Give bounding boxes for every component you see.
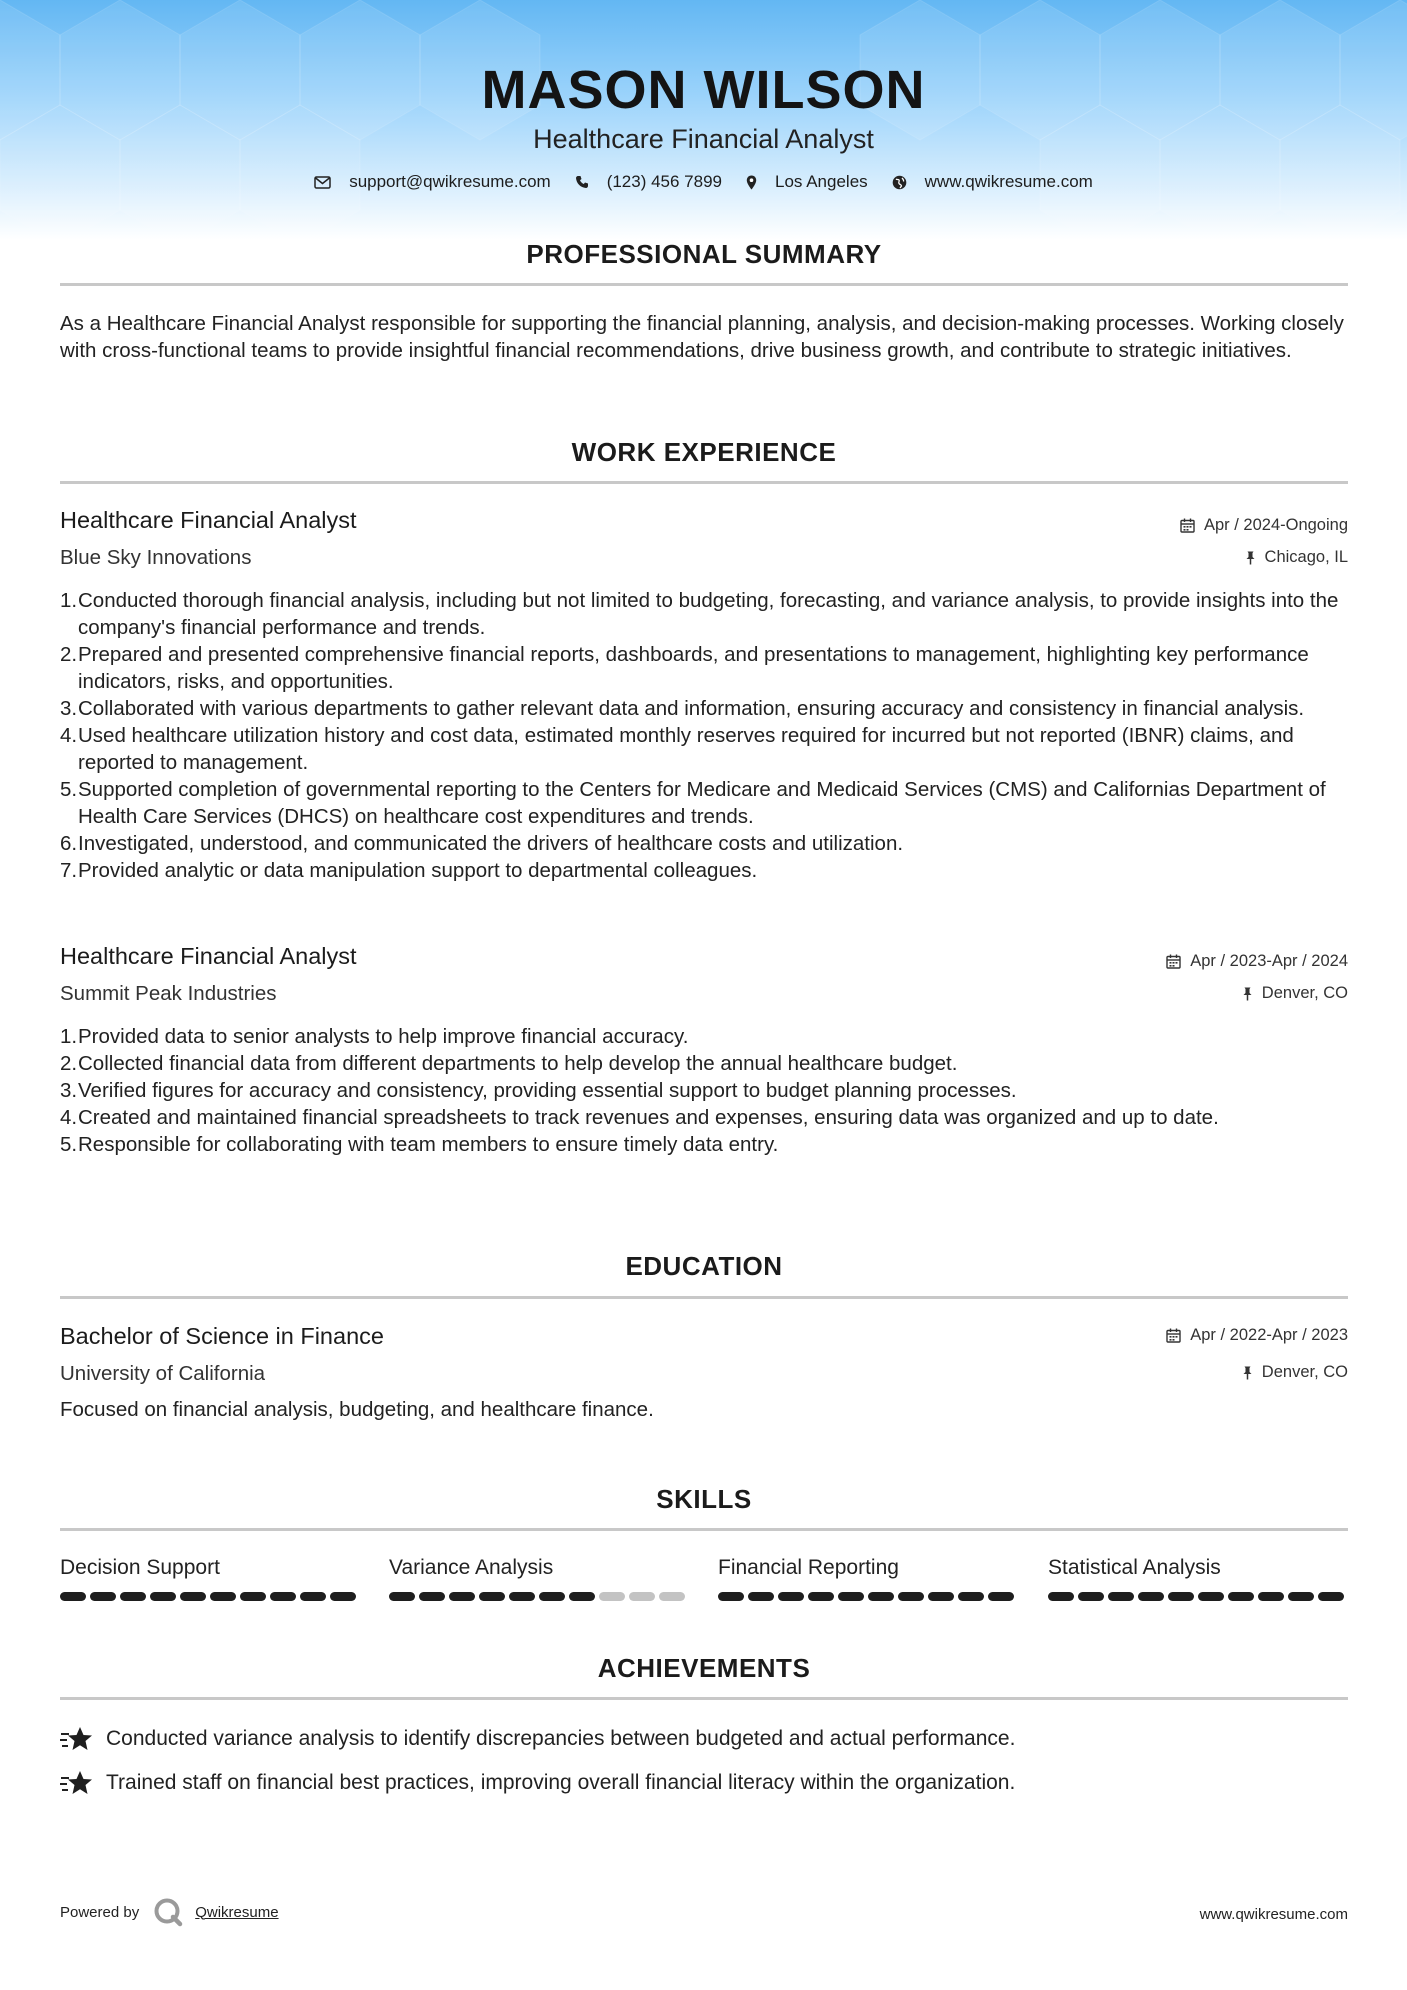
skill-dot-filled — [479, 1592, 505, 1601]
skill-dot-filled — [1168, 1592, 1194, 1601]
education-location-text: Denver, CO — [1261, 1363, 1348, 1381]
skill-meter — [1048, 1592, 1348, 1601]
skills-divider — [60, 1528, 1348, 1531]
skill-dot-filled — [1138, 1592, 1164, 1601]
footer-branding — [60, 1897, 279, 1927]
candidate-title: Healthcare Financial Analyst — [533, 124, 874, 154]
envelope-icon — [314, 176, 331, 189]
contact-phone[interactable] — [575, 172, 722, 192]
skill-dot-filled — [150, 1592, 176, 1601]
footer-website[interactable]: www.qwikresume.com — [1199, 1906, 1348, 1923]
list-item: Investigated, understood, and communicated the drivers of healthcare costs and utilization. — [78, 832, 904, 855]
calendar-icon — [1166, 1328, 1181, 1343]
skill-dot-filled — [1078, 1592, 1104, 1601]
achievement-item — [60, 1769, 1015, 1797]
list-item: Used healthcare utilization history and cost data, estimated monthly reserves required for incurred but not reported (IBNR) claims, and reported to management. — [78, 724, 1294, 774]
skill-meter — [718, 1592, 1018, 1601]
job-bullets — [60, 1023, 1350, 1158]
job-location-text: Denver, CO — [1261, 984, 1348, 1002]
list-item: Collected financial data from different departments to help develop the annual healthcare budget. — [78, 1052, 958, 1075]
achievement-text: Conducted variance analysis to identify discrepancies between budgeted and actual performance. — [106, 1727, 1016, 1750]
achievements-heading: ACHIEVEMENTS — [597, 1653, 811, 1683]
job-dates — [1180, 516, 1348, 535]
pushpin-icon — [1245, 551, 1256, 565]
skill-dot-filled — [988, 1592, 1014, 1601]
pushpin-icon — [1242, 987, 1253, 1001]
experience-heading: WORK EXPERIENCE — [571, 437, 837, 467]
skill-item — [1048, 1554, 1348, 1601]
job-bullets — [60, 587, 1350, 884]
skill-dot-filled — [958, 1592, 984, 1601]
job-dates-text: Apr / 2024-Ongoing — [1203, 516, 1348, 534]
skill-dot-filled — [1108, 1592, 1134, 1601]
list-item: Prepared and presented comprehensive financial reports, dashboards, and presentations to management, highlighting key performance indicators, risks, and opportunities. — [78, 643, 1309, 693]
globe-icon — [892, 175, 907, 190]
phone-icon — [575, 175, 589, 189]
star-badge-icon — [60, 1725, 94, 1753]
summary-divider — [60, 283, 1348, 286]
skill-dot-filled — [1318, 1592, 1344, 1601]
job-location — [1242, 984, 1348, 1003]
skill-dot-filled — [868, 1592, 894, 1601]
skill-dot-filled — [838, 1592, 864, 1601]
education-degree: Bachelor of Science in Finance — [60, 1323, 384, 1349]
contact-email[interactable] — [314, 172, 551, 192]
summary-text: As a Healthcare Financial Analyst responsible for supporting the financial planning, analysis, and decision-making processes. Working closely with cross-functional teams to provide insightful financial recommendations, drive business growth, and contribute to strategic initiatives. — [60, 312, 1344, 362]
skill-dot-filled — [928, 1592, 954, 1601]
experience-divider — [60, 481, 1348, 484]
list-item: Conducted thorough financial analysis, including but not limited to budgeting, forecasting, and variance analysis, to provide insights into the company's financial performance and trends. — [78, 589, 1339, 639]
skill-dot-filled — [300, 1592, 326, 1601]
skill-dot-filled — [569, 1592, 595, 1601]
skill-dot-filled — [748, 1592, 774, 1601]
contact-website[interactable] — [892, 172, 1093, 192]
skill-dot-filled — [808, 1592, 834, 1601]
map-pin-icon — [746, 175, 757, 190]
education-divider — [60, 1296, 1348, 1299]
star-badge-icon — [60, 1769, 94, 1797]
job-location-text: Chicago, IL — [1264, 548, 1348, 566]
skill-dot-filled — [539, 1592, 565, 1601]
skill-dot-filled — [330, 1592, 356, 1601]
skill-item — [389, 1554, 689, 1601]
skill-label: Decision Support — [60, 1556, 220, 1579]
list-item: Provided data to senior analysts to help improve financial accuracy. — [78, 1025, 689, 1048]
skill-dot-filled — [270, 1592, 296, 1601]
skill-label: Financial Reporting — [718, 1556, 899, 1579]
summary-heading: PROFESSIONAL SUMMARY — [526, 239, 882, 269]
skill-meter — [60, 1592, 360, 1601]
skill-dot-filled — [898, 1592, 924, 1601]
email-text: support@qwikresume.com — [349, 172, 551, 191]
skill-dot-empty — [659, 1592, 685, 1601]
skill-dot-empty — [599, 1592, 625, 1601]
job-dates-text: Apr / 2023-Apr / 2024 — [1190, 952, 1348, 970]
job-title: Healthcare Financial Analyst — [60, 943, 357, 969]
skill-label: Variance Analysis — [389, 1556, 554, 1579]
qwikresume-logo-icon — [153, 1897, 183, 1927]
list-item: Responsible for collaborating with team members to ensure timely data entry. — [78, 1133, 779, 1156]
list-item: Provided analytic or data manipulation support to departmental colleagues. — [78, 859, 758, 882]
skill-dot-filled — [389, 1592, 415, 1601]
skill-dot-filled — [120, 1592, 146, 1601]
skill-dot-filled — [449, 1592, 475, 1601]
brand-link[interactable]: Qwikresume — [195, 1903, 279, 1921]
phone-text: (123) 456 7899 — [606, 172, 723, 191]
skill-dot-filled — [210, 1592, 236, 1601]
skill-dot-filled — [1048, 1592, 1074, 1601]
list-item: Verified figures for accuracy and consistency, providing essential support to budget planning processes. — [78, 1079, 1017, 1102]
job-dates — [1166, 952, 1348, 971]
skill-meter — [389, 1592, 689, 1601]
skill-dot-filled — [90, 1592, 116, 1601]
job-company: Summit Peak Industries — [60, 982, 277, 1005]
achievement-item — [60, 1725, 1015, 1753]
contact-location — [746, 172, 868, 192]
skill-dot-filled — [1198, 1592, 1224, 1601]
education-dates — [1166, 1326, 1348, 1345]
education-heading: EDUCATION — [625, 1251, 783, 1281]
achievements-divider — [60, 1697, 1348, 1700]
calendar-icon — [1180, 518, 1195, 533]
skill-dot-filled — [180, 1592, 206, 1601]
list-item: Supported completion of governmental reporting to the Centers for Medicare and Medicaid Services (CMS) and Californias Department of Health Care Services (DHCS) on healthcare cost expenditures and trends. — [78, 778, 1326, 828]
skill-dot-filled — [60, 1592, 86, 1601]
location-text: Los Angeles — [775, 172, 868, 191]
skill-item — [718, 1554, 1018, 1601]
skill-label: Statistical Analysis — [1048, 1556, 1221, 1579]
job-company: Blue Sky Innovations — [60, 546, 252, 569]
education-location — [1242, 1363, 1348, 1382]
education-dates-text: Apr / 2022-Apr / 2023 — [1190, 1326, 1348, 1344]
list-item: Created and maintained financial spreadsheets to track revenues and expenses, ensuring data was organized and up to date. — [78, 1106, 1219, 1129]
skill-dot-filled — [419, 1592, 445, 1601]
website-text: www.qwikresume.com — [924, 172, 1093, 191]
skill-dot-filled — [778, 1592, 804, 1601]
candidate-name: MASON WILSON — [481, 60, 926, 120]
powered-by-label: Powered by — [60, 1903, 140, 1921]
education-school: University of California — [60, 1362, 266, 1385]
skill-dot-filled — [1258, 1592, 1284, 1601]
resume-header — [0, 58, 1407, 156]
skill-item — [60, 1554, 360, 1601]
list-item: Collaborated with various departments to gather relevant data and information, ensuring accuracy and consistency in financial analysis. — [78, 697, 1305, 720]
skill-dot-filled — [240, 1592, 266, 1601]
pushpin-icon — [1242, 1366, 1253, 1380]
skill-dot-filled — [1228, 1592, 1254, 1601]
skill-dot-empty — [629, 1592, 655, 1601]
job-location — [1245, 548, 1348, 567]
contact-bar — [0, 172, 1407, 192]
achievement-text: Trained staff on financial best practices, improving overall financial literacy within the organization. — [106, 1771, 1016, 1794]
calendar-icon — [1166, 954, 1181, 969]
job-title: Healthcare Financial Analyst — [60, 507, 357, 533]
education-description: Focused on financial analysis, budgeting, and healthcare finance. — [60, 1398, 654, 1421]
skill-dot-filled — [718, 1592, 744, 1601]
skill-dot-filled — [1288, 1592, 1314, 1601]
skill-dot-filled — [509, 1592, 535, 1601]
skills-heading: SKILLS — [656, 1484, 752, 1514]
